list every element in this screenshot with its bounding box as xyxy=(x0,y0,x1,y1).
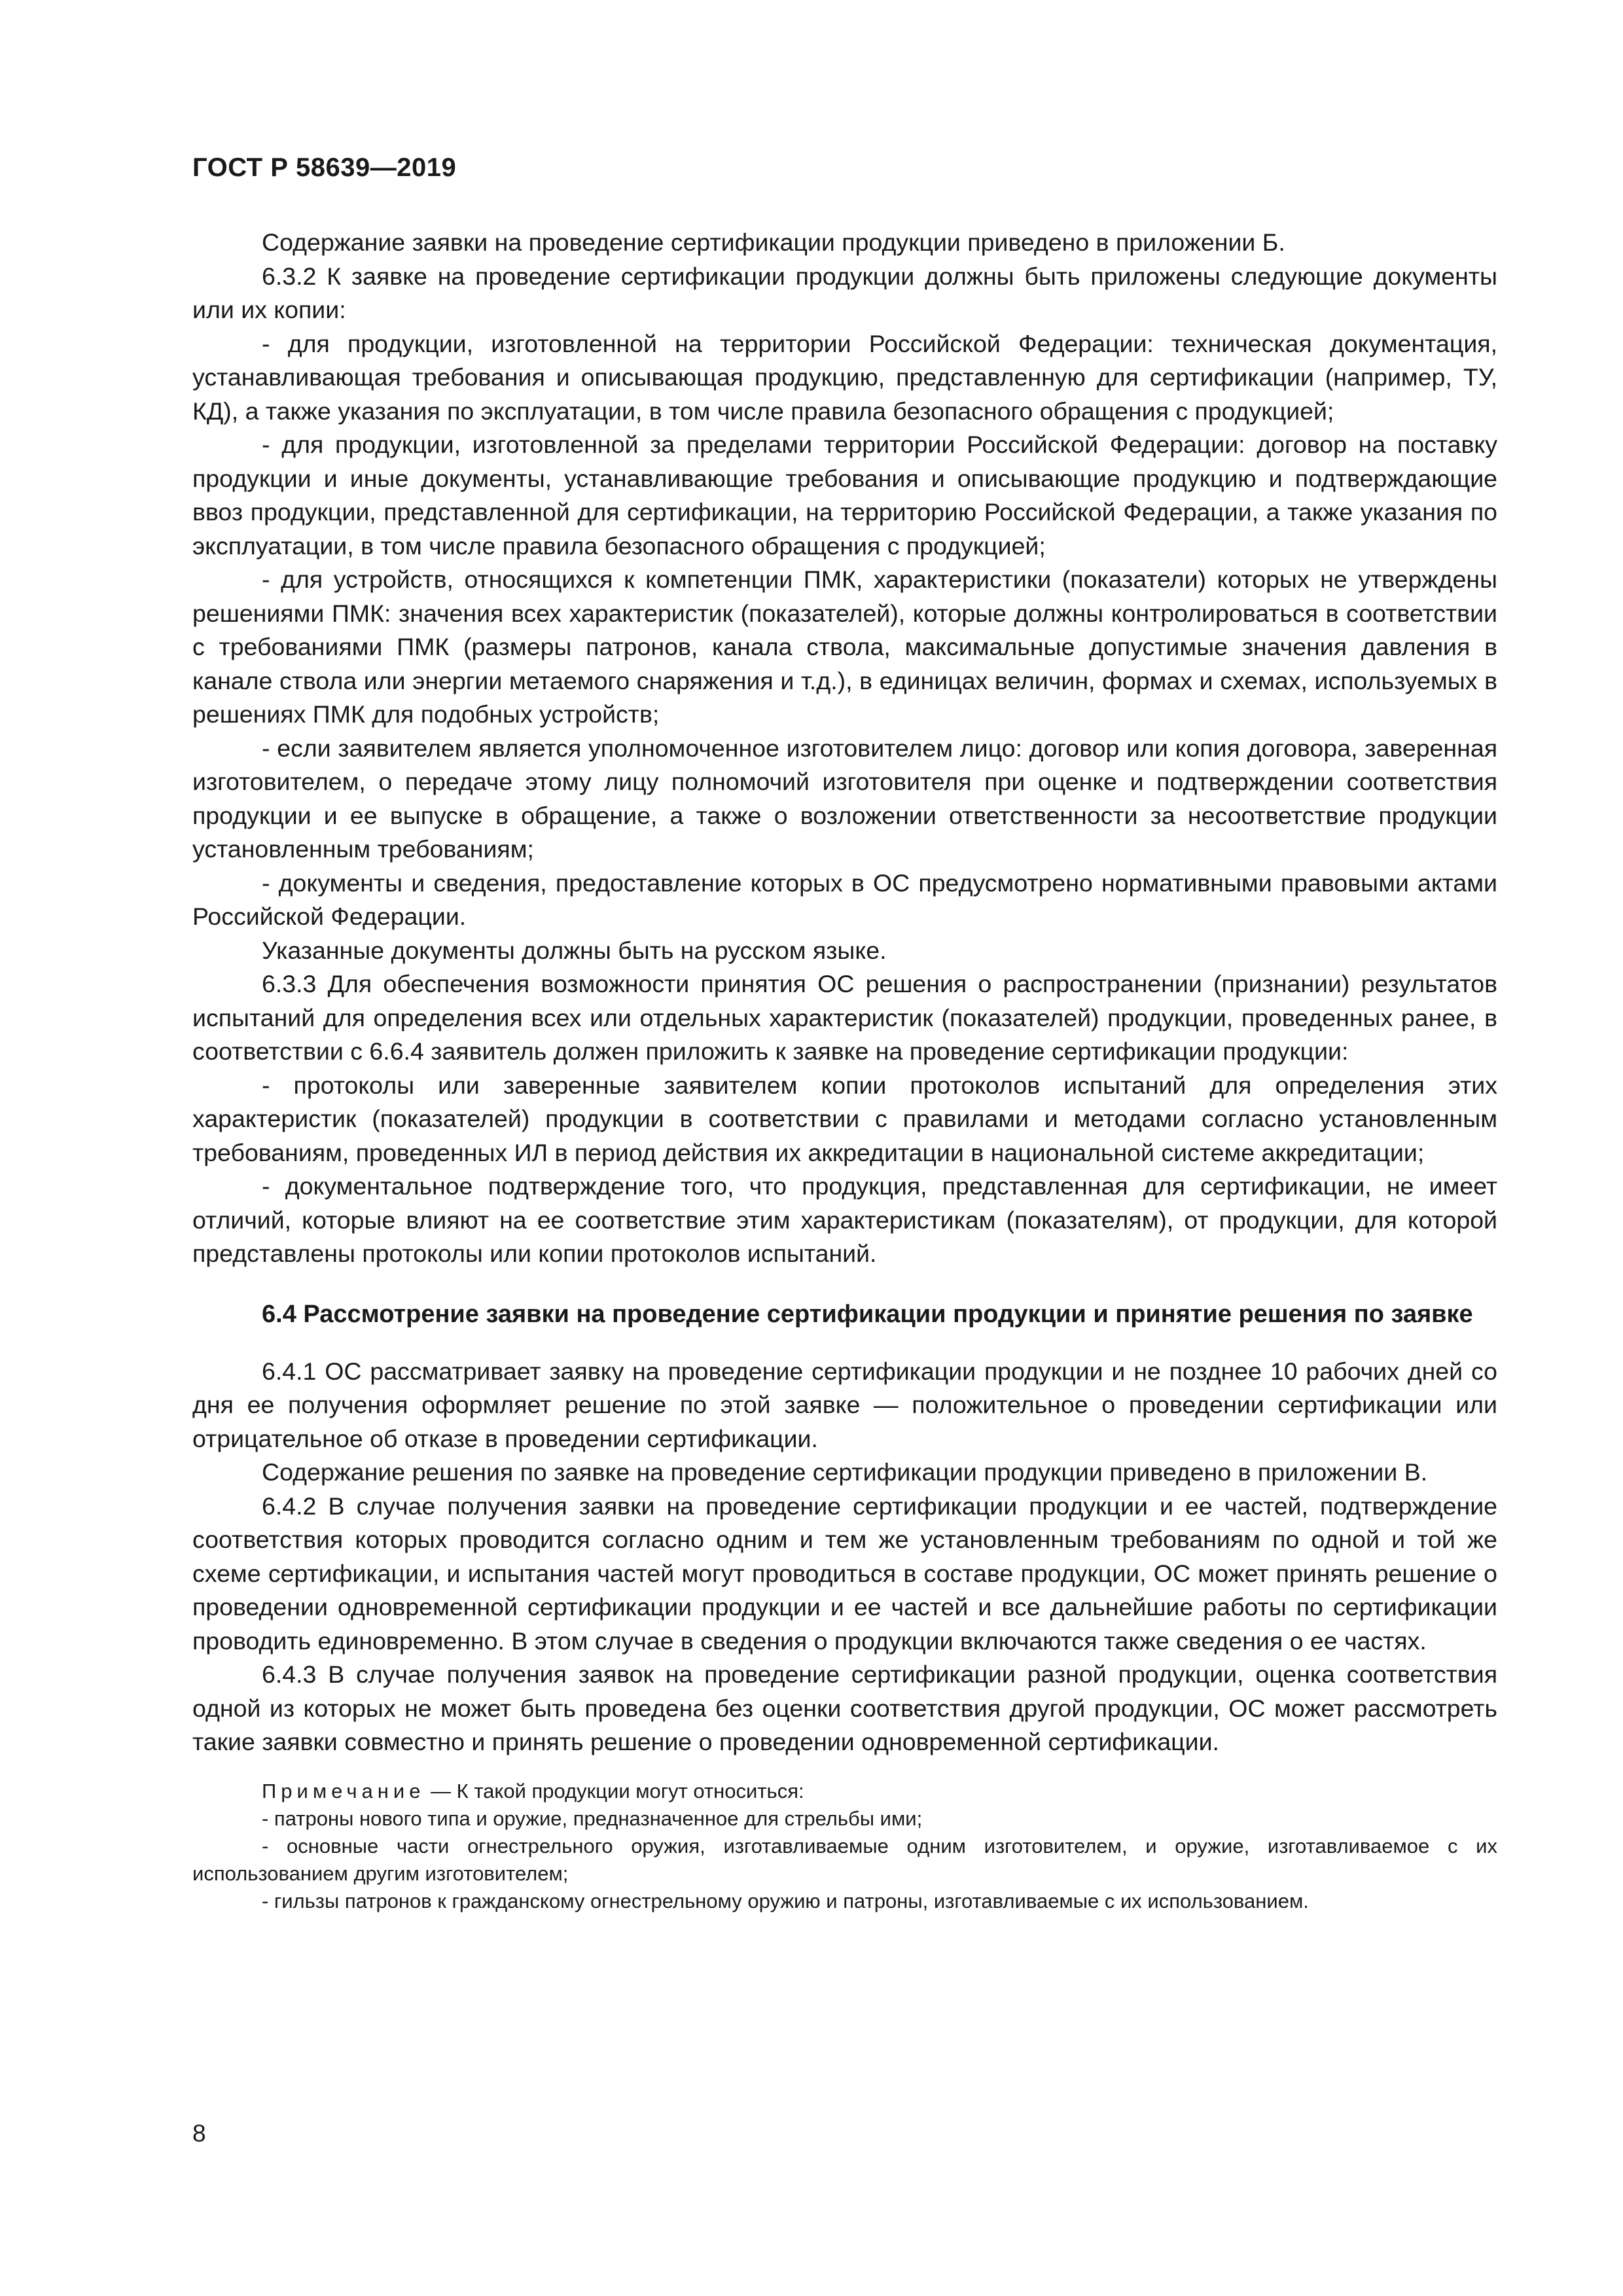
body-paragraph: - документы и сведения, предоставление которых в ОС предусмотрено нормативными правовыми актами Российской Федерации. xyxy=(192,869,1497,930)
document-header: ГОСТ Р 58639—2019 xyxy=(192,153,457,182)
body-paragraph: 6.3.2 К заявке на проведение сертификации продукции должны быть приложены следующие документы или их копии: xyxy=(192,262,1497,323)
body-paragraph: - для продукции, изготовленной за пределами территории Российской Федерации: договор на поставку продукции и иные документы, устанавливающие требования и описывающие продукцию и подтверждающие ввоз продукции, представленной для сертификации, на территорию Российской Федерации, а также указания по эксплуатации, в том числе правила безопасного обращения с продукцией; xyxy=(192,431,1497,560)
page-number: 8 xyxy=(192,2120,206,2147)
body-paragraph: - документальное подтверждение того, что продукция, представленная для сертификации, не имеет отличий, которые влияют на ее соответствие этим характеристикам (показателям), от продукции, для которой представлены протоколы или копии протоколов испытаний. xyxy=(192,1172,1497,1267)
note-intro-text: — К такой продукции могут относиться: xyxy=(425,1779,804,1803)
note-item: - патроны нового типа и оружие, предназначенное для стрельбы ими; xyxy=(262,1806,923,1830)
section-paragraph: 6.4.2 В случае получения заявки на проведение сертификации продукции и ее частей, подтверждение соответствия которых проводится согласно одним и тем же установленным требованиям по одной и той же схеме сертификации, и испытания частей могут проводиться в составе продукции, ОС может принять решение о проведении одновременной сертификации продукции и ее частей и все дальнейшие работы по сертификации проводить единовременно. В этом случае в сведения о продукции включаются также сведения о ее частях. xyxy=(192,1492,1497,1655)
section-heading: 6.4 Рассмотрение заявки на проведение сертификации продукции и принятие решения по заявке xyxy=(262,1300,1473,1328)
section-paragraph: 6.4.3 В случае получения заявок на проведение сертификации разной продукции, оценка соответствия одной из которых не может быть проведена без оценки соответствия другой продукции, ОС может рассмотреть такие заявки совместно и принять решение о проведении одновременной сертификации. xyxy=(192,1660,1497,1755)
body-paragraph: 6.3.3 Для обеспечения возможности принятия ОС решения о распространении (признании) результатов испытаний для определения всех или отдельных характеристик (показателей) продукции, проведенных ранее, в соответствии с 6.6.4 заявитель должен приложить к заявке на проведение сертификации продукции: xyxy=(192,970,1497,1065)
body-paragraph: - если заявителем является уполномоченное изготовителем лицо: договор или копия договора, заверенная изготовителем, о передаче этому лицу полномочий изготовителя при оценке и подтверждении соответствия продукции и ее выпуске в обращение, а также о возложении ответственности за несоответствие продукции установленным требованиям; xyxy=(192,734,1497,863)
note-item: - гильзы патронов к гражданскому огнестрельному оружию и патроны, изготавливаемые с их использованием. xyxy=(262,1889,1309,1912)
note-item: - основные части огнестрельного оружия, изготавливаемые одним изготовителем, и оружие, изготавливаемое с их использованием другим изготовителем; xyxy=(192,1834,1497,1885)
note-intro xyxy=(192,1778,1497,1805)
section-paragraph: Содержание решения по заявке на проведение сертификации продукции приведено в приложении В. xyxy=(262,1458,1428,1486)
note-label: Примечание xyxy=(262,1779,425,1803)
body-paragraph: - для устройств, относящихся к компетенции ПМК, характеристики (показатели) которых не утверждены решениями ПМК: значения всех характеристик (показателей), которые должны контролироваться в соответствии с требованиями ПМК (размеры патронов, канала ствола, максимальные допустимые значения давления в канале ствола или энергии метаемого снаряжения и т.д.), в единицах величин, формах и схемах, используемых в решениях ПМК для подобных устройств; xyxy=(192,565,1497,728)
body-paragraph: - для продукции, изготовленной на территории Российской Федерации: техническая документация, устанавливающая требования и описывающая продукцию, представленную для сертификации (например, ТУ, КД), а также указания по эксплуатации, в том числе правила безопасного обращения с продукцией; xyxy=(192,329,1497,425)
document-body xyxy=(192,226,1497,1915)
body-paragraph: - протоколы или заверенные заявителем копии протоколов испытаний для определения этих характеристик (показателей) продукции в соответствии с правилами и методами согласно установленным требованиям, проведенных ИЛ в период действия их аккредитации в национальной системе аккредитации; xyxy=(192,1071,1497,1166)
note-block xyxy=(192,1778,1497,1915)
body-paragraph: Содержание заявки на проведение сертификации продукции приведено в приложении Б. xyxy=(262,228,1285,256)
body-paragraph: Указанные документы должны быть на русском языке. xyxy=(262,936,887,964)
section-paragraph: 6.4.1 ОС рассматривает заявку на проведение сертификации продукции и не позднее 10 рабочих дней со дня ее получения оформляет решение по этой заявке — положительное о проведении сертификации или отрицательное об отказе в проведении сертификации. xyxy=(192,1357,1497,1452)
